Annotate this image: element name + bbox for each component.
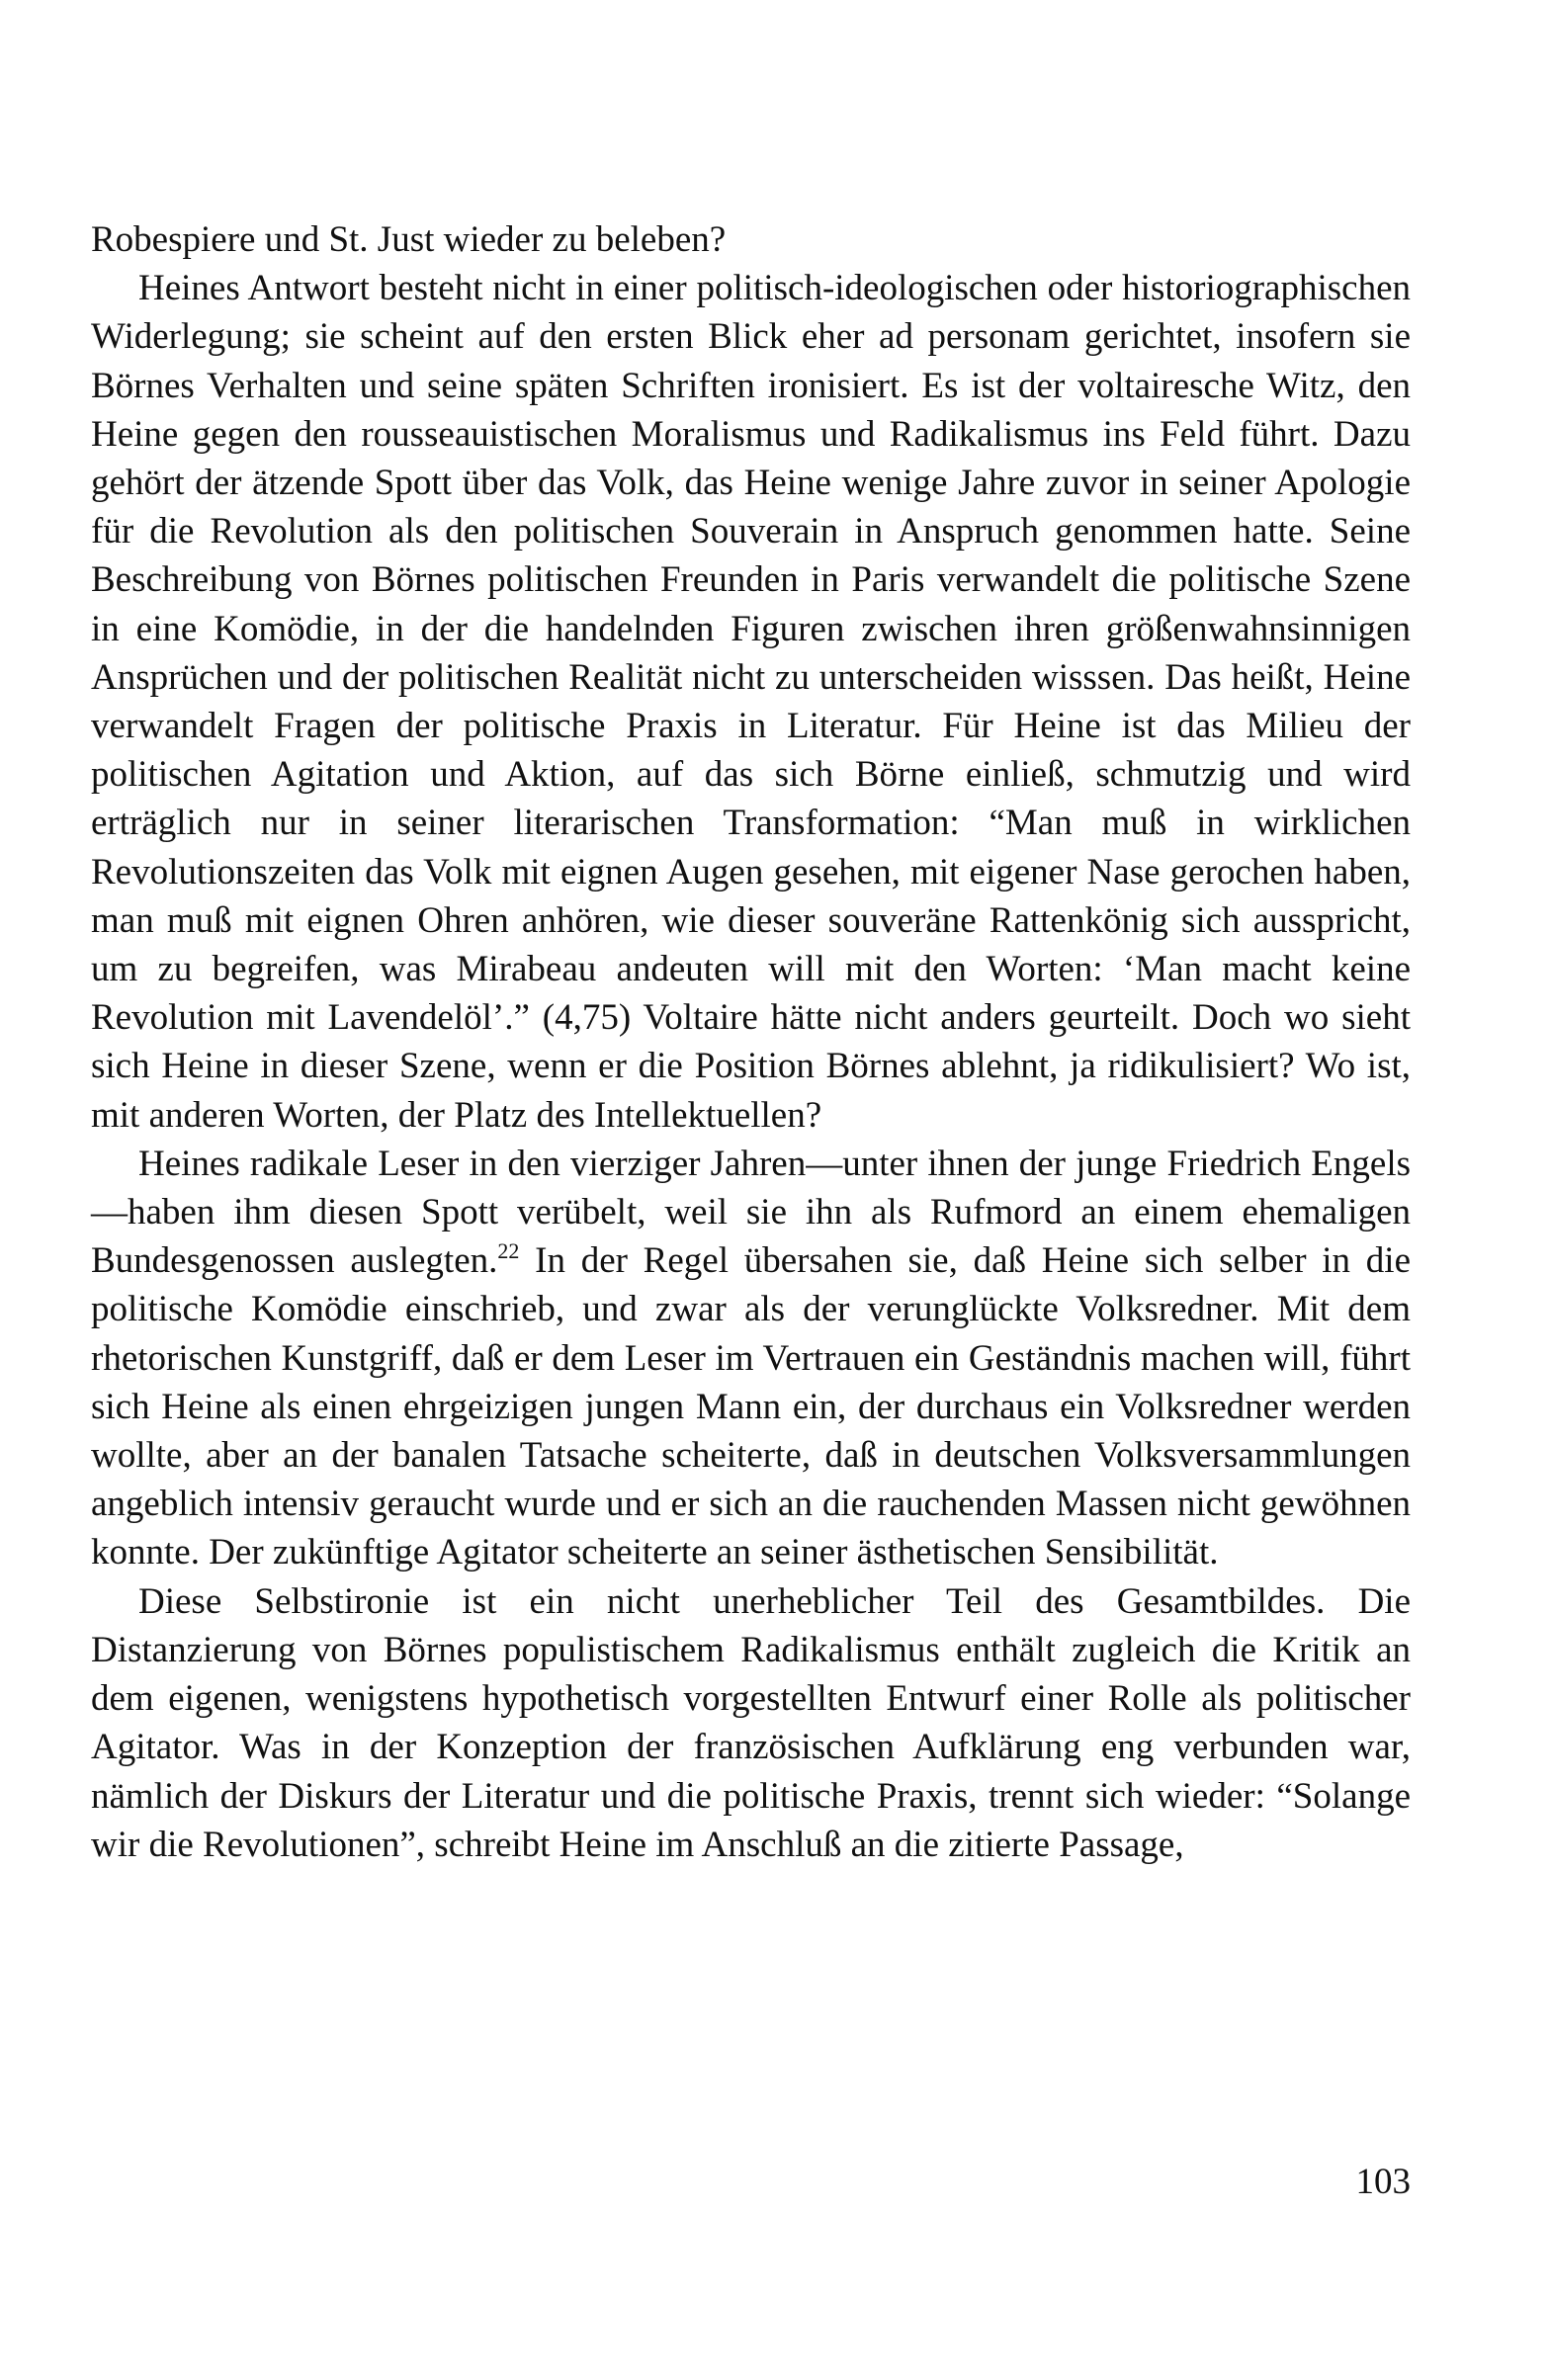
body-text xyxy=(91,215,1411,1869)
paragraph-heine-answer: Heines Antwort besteht nicht in einer politisch-ideologischen oder historiographischen Widerlegung; sie scheint auf den ersten Blick eher ad personam gerichtet, insofern sie Börnes Verhalten und seine späten Schriften ironisiert. Es ist der voltairesche Witz, den Heine gegen den rousseauistischen Moralismus und Radikalismus ins Feld führt. Dazu gehört der ätzende Spott über das Volk, das Heine wenige Jahre zuvor in seiner Apologie für die Revolution als den politischen Souverain in Anspruch genommen hatte. Seine Beschreibung von Börnes politischen Freunden in Paris verwandelt die politische Szene in eine Komödie, in der die handelnden Figuren zwischen ihren größenwahnsinnigen Ansprüchen und der politischen Realität nicht zu unterscheiden wisssen. Das heißt, Heine verwandelt Fragen der politische Praxis in Literatur. Für Heine ist das Milieu der politischen Agitation und Aktion, auf das sich Börne einließ, schmutzig und wird erträglich nur in seiner literarischen Transformation: “Man muß in wirklichen Revolutionszeiten das Volk mit eignen Augen gesehen, mit eigener Nase gerochen haben, man muß mit eignen Ohren anhören, wie dieser souveräne Rattenkönig sich ausspricht, um zu begreifen, was Mirabeau andeuten will mit den Worten: ‘Man macht keine Revolution mit Lavendelöl’.” (4,75) Voltaire hätte nicht anders geurteilt. Doch wo sieht sich Heine in dieser Szene, wenn er die Position Börnes ablehnt, ja ridikulisiert? Wo ist, mit anderen Worten, der Platz des Intellektuellen? xyxy=(91,268,1411,1136)
footnote-marker: 22 xyxy=(497,1238,520,1264)
paragraph-radical-readers xyxy=(91,1140,1411,1577)
page-number: 103 xyxy=(1355,2162,1411,2202)
paragraph-text-after-footnote: In der Regel übersahen sie, daß Heine sich selber in die politische Komödie einschrieb, und zwar als der verunglückte Volksredner. Mit dem rhetorischen Kunstgriff, daß er dem Leser im Vertrauen ein Geständnis machen will, führt sich Heine als einen ehrgeizigen jungen Mann ein, der durchaus ein Volksredner werden wollte, aber an der banalen Tatsache scheiterte, daß in deutschen Volksversammlungen angeblich intensiv geraucht wurde und er sich an die rauchenden Massen nicht gewöhnen konnte. Der zukünftige Agitator scheiterte an seiner ästhetischen Sensibilität. xyxy=(91,1240,1411,1573)
paragraph-self-irony: Diese Selbstironie ist ein nicht unerheblicher Teil des Gesamtbildes. Die Distanzierung von Börnes populistischem Radikalismus enthält zugleich die Kritik an dem eigenen, wenigstens hypothetisch vorgestellten Entwurf einer Rolle als politischer Agitator. Was in der Konzeption der französischen Aufklärung eng verbunden war, nämlich der Diskurs der Literatur und die politische Praxis, trennt sich wieder: “Solange wir die Revolutionen”, schreibt Heine im Anschluß an die zitierte Passage, xyxy=(91,1580,1411,1865)
paragraph-continuation: Robespiere und St. Just wieder zu beleben? xyxy=(91,219,727,260)
paragraph-text-before-footnote: Heines radikale Leser in den vierziger Jahren—unter ihnen der junge Friedrich Engels—haben ihm diesen Spott verübelt, weil sie ihn als Rufmord an einem ehemaligen Bundesgenossen auslegten. xyxy=(91,1143,1411,1282)
